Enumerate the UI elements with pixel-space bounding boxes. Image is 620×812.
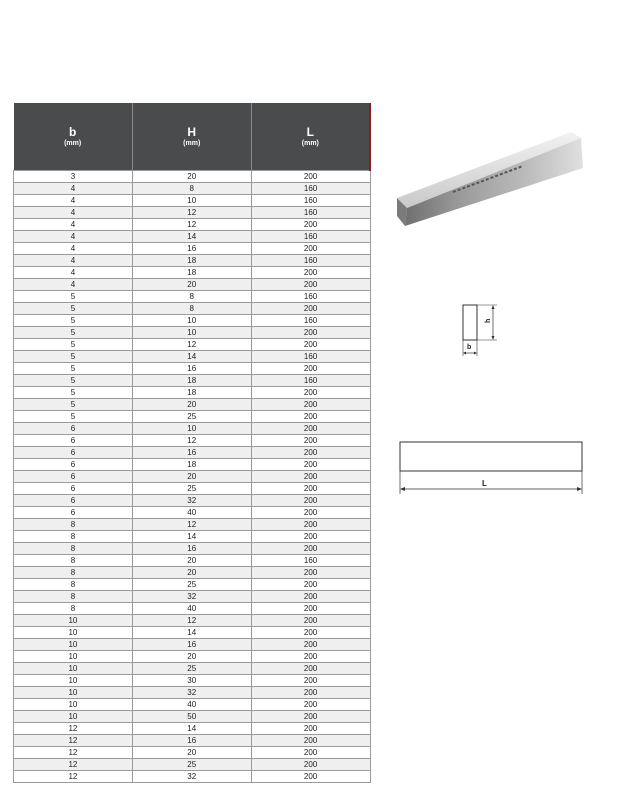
b-arrow-left [463, 352, 466, 355]
cell-l: 200 [251, 723, 370, 735]
header-b [14, 103, 133, 171]
cell-h: 8 [132, 183, 251, 195]
table-row [14, 315, 371, 327]
cell-h: 18 [132, 255, 251, 267]
cell-l: 200 [251, 483, 370, 495]
cell-h: 20 [132, 555, 251, 567]
table-row [14, 171, 371, 183]
header-l [251, 103, 370, 171]
cell-b: 12 [14, 747, 133, 759]
cell-b: 4 [14, 243, 133, 255]
table-row [14, 207, 371, 219]
h-label: h [485, 318, 492, 323]
cell-h: 18 [132, 459, 251, 471]
cell-l: 200 [251, 219, 370, 231]
cell-h: 12 [132, 519, 251, 531]
table-row [14, 747, 371, 759]
cell-l: 160 [251, 183, 370, 195]
table-row [14, 627, 371, 639]
table-row [14, 771, 371, 783]
dimensions-table-container [13, 103, 371, 783]
cell-l: 200 [251, 411, 370, 423]
cell-h: 8 [132, 303, 251, 315]
cell-l: 200 [251, 519, 370, 531]
cell-l: 200 [251, 387, 370, 399]
cell-h: 10 [132, 423, 251, 435]
cell-b: 5 [14, 339, 133, 351]
cell-h: 14 [132, 351, 251, 363]
cell-l: 200 [251, 339, 370, 351]
table-row [14, 555, 371, 567]
header-l-unit: (mm) [301, 139, 319, 147]
cell-l: 200 [251, 747, 370, 759]
cell-b: 10 [14, 615, 133, 627]
cell-b: 3 [14, 171, 133, 183]
table-row [14, 195, 371, 207]
dimensions-table [13, 103, 371, 783]
cell-h: 20 [132, 471, 251, 483]
table-row [14, 675, 371, 687]
b-arrow-right [474, 352, 477, 355]
cell-l: 200 [251, 627, 370, 639]
table-row [14, 735, 371, 747]
cell-l: 200 [251, 459, 370, 471]
toolbit-photo [393, 128, 593, 230]
cell-b: 10 [14, 711, 133, 723]
table-row [14, 483, 371, 495]
cell-b: 5 [14, 411, 133, 423]
cell-l: 200 [251, 615, 370, 627]
cell-b: 4 [14, 195, 133, 207]
cell-l: 200 [251, 711, 370, 723]
cell-l: 160 [251, 291, 370, 303]
table-row [14, 363, 371, 375]
table-row [14, 351, 371, 363]
table-row [14, 543, 371, 555]
cell-b: 5 [14, 327, 133, 339]
l-arrow-right [577, 487, 582, 491]
cell-l: 200 [251, 279, 370, 291]
cross-section-diagram [455, 298, 505, 360]
table-row [14, 375, 371, 387]
cell-h: 20 [132, 651, 251, 663]
table-row [14, 219, 371, 231]
table-row [14, 291, 371, 303]
cell-b: 4 [14, 207, 133, 219]
cell-b: 4 [14, 279, 133, 291]
table-row [14, 183, 371, 195]
table-header-row [14, 103, 371, 171]
table-row [14, 651, 371, 663]
table-row [14, 279, 371, 291]
table-row [14, 459, 371, 471]
table-row [14, 387, 371, 399]
cell-l: 200 [251, 687, 370, 699]
cell-b: 6 [14, 447, 133, 459]
table-row [14, 531, 371, 543]
cell-b: 8 [14, 519, 133, 531]
cell-l: 160 [251, 315, 370, 327]
cell-h: 25 [132, 579, 251, 591]
cell-h: 10 [132, 195, 251, 207]
cell-l: 200 [251, 699, 370, 711]
table-row [14, 243, 371, 255]
cell-b: 8 [14, 555, 133, 567]
cell-h: 16 [132, 447, 251, 459]
cell-h: 18 [132, 387, 251, 399]
cell-b: 5 [14, 315, 133, 327]
cell-h: 12 [132, 207, 251, 219]
cell-h: 16 [132, 243, 251, 255]
cell-b: 5 [14, 351, 133, 363]
cell-b: 12 [14, 759, 133, 771]
header-h-label: H [187, 124, 197, 139]
header-h-unit: (mm) [183, 139, 201, 147]
cell-h: 32 [132, 771, 251, 783]
cell-b: 8 [14, 591, 133, 603]
cell-l: 200 [251, 531, 370, 543]
cell-h: 16 [132, 639, 251, 651]
cell-l: 200 [251, 675, 370, 687]
l-label: L [482, 479, 487, 488]
cell-l: 160 [251, 195, 370, 207]
cell-h: 14 [132, 231, 251, 243]
header-l-label: L [306, 124, 314, 139]
cell-h: 14 [132, 627, 251, 639]
cell-h: 20 [132, 399, 251, 411]
cell-b: 5 [14, 375, 133, 387]
cell-h: 25 [132, 483, 251, 495]
cell-l: 200 [251, 663, 370, 675]
cell-h: 16 [132, 543, 251, 555]
cell-l: 200 [251, 771, 370, 783]
cell-b: 6 [14, 483, 133, 495]
side-view-diagram [396, 436, 588, 498]
cell-h: 20 [132, 279, 251, 291]
h-arrow-top [492, 305, 495, 309]
cell-b: 12 [14, 771, 133, 783]
cell-b: 12 [14, 723, 133, 735]
cell-l: 200 [251, 327, 370, 339]
table-row [14, 495, 371, 507]
cell-h: 12 [132, 615, 251, 627]
cell-l: 200 [251, 399, 370, 411]
cell-h: 32 [132, 591, 251, 603]
cross-section-rect [463, 305, 477, 340]
cell-h: 10 [132, 327, 251, 339]
header-b-label: b [68, 124, 77, 139]
cell-b: 5 [14, 303, 133, 315]
cell-h: 40 [132, 603, 251, 615]
cell-h: 12 [132, 435, 251, 447]
table-row [14, 699, 371, 711]
cell-l: 160 [251, 255, 370, 267]
cell-l: 200 [251, 735, 370, 747]
cell-l: 200 [251, 447, 370, 459]
cell-h: 16 [132, 735, 251, 747]
cell-h: 30 [132, 675, 251, 687]
table-row [14, 435, 371, 447]
cell-h: 25 [132, 411, 251, 423]
cell-h: 20 [132, 171, 251, 183]
cell-l: 200 [251, 603, 370, 615]
cell-b: 10 [14, 687, 133, 699]
table-row [14, 759, 371, 771]
table-row [14, 519, 371, 531]
cell-l: 200 [251, 171, 370, 183]
table-row [14, 339, 371, 351]
cell-h: 25 [132, 663, 251, 675]
cell-l: 200 [251, 495, 370, 507]
toolbit-front-face [405, 138, 583, 226]
cell-l: 200 [251, 639, 370, 651]
cell-h: 32 [132, 687, 251, 699]
l-arrow-left [400, 487, 405, 491]
table-row [14, 615, 371, 627]
cell-h: 10 [132, 315, 251, 327]
cell-b: 4 [14, 231, 133, 243]
cell-h: 14 [132, 531, 251, 543]
cell-b: 4 [14, 183, 133, 195]
cell-l: 160 [251, 207, 370, 219]
header-b-unit: (mm) [64, 139, 82, 147]
cell-h: 50 [132, 711, 251, 723]
cell-l: 200 [251, 543, 370, 555]
cell-h: 32 [132, 495, 251, 507]
table-row [14, 303, 371, 315]
table-row [14, 447, 371, 459]
cell-h: 20 [132, 747, 251, 759]
cell-b: 10 [14, 651, 133, 663]
cell-b: 6 [14, 435, 133, 447]
cell-l: 200 [251, 363, 370, 375]
table-row [14, 591, 371, 603]
h-arrow-bottom [492, 336, 495, 340]
cell-h: 40 [132, 699, 251, 711]
table-row [14, 639, 371, 651]
table-row [14, 663, 371, 675]
cell-l: 200 [251, 423, 370, 435]
cell-b: 8 [14, 543, 133, 555]
cell-b: 8 [14, 579, 133, 591]
table-row [14, 327, 371, 339]
table-row [14, 567, 371, 579]
cell-h: 18 [132, 375, 251, 387]
cell-b: 10 [14, 699, 133, 711]
table-body [14, 171, 371, 783]
table-row [14, 723, 371, 735]
side-view-rect [400, 442, 582, 471]
cell-l: 200 [251, 435, 370, 447]
table-row [14, 471, 371, 483]
cell-l: 200 [251, 303, 370, 315]
table-row [14, 399, 371, 411]
table-row [14, 255, 371, 267]
cell-b: 8 [14, 603, 133, 615]
table-row [14, 411, 371, 423]
cell-l: 200 [251, 243, 370, 255]
cell-l: 200 [251, 759, 370, 771]
cell-h: 12 [132, 219, 251, 231]
table-row [14, 603, 371, 615]
cell-l: 160 [251, 351, 370, 363]
cell-b: 8 [14, 531, 133, 543]
cell-b: 10 [14, 675, 133, 687]
cell-h: 25 [132, 759, 251, 771]
cell-b: 4 [14, 267, 133, 279]
table-row [14, 711, 371, 723]
cell-b: 10 [14, 639, 133, 651]
cell-l: 200 [251, 567, 370, 579]
header-h [132, 103, 251, 171]
cell-l: 200 [251, 267, 370, 279]
cell-l: 200 [251, 507, 370, 519]
cell-b: 8 [14, 567, 133, 579]
table-row [14, 231, 371, 243]
cell-b: 12 [14, 735, 133, 747]
cell-h: 18 [132, 267, 251, 279]
table-row [14, 687, 371, 699]
cell-b: 6 [14, 495, 133, 507]
cell-l: 200 [251, 651, 370, 663]
cell-b: 6 [14, 459, 133, 471]
cell-l: 200 [251, 471, 370, 483]
cell-l: 200 [251, 579, 370, 591]
cell-b: 6 [14, 423, 133, 435]
cell-h: 12 [132, 339, 251, 351]
b-label: b [467, 344, 472, 351]
table-row [14, 267, 371, 279]
cell-b: 4 [14, 219, 133, 231]
table-row [14, 579, 371, 591]
cell-h: 14 [132, 723, 251, 735]
cell-h: 40 [132, 507, 251, 519]
cell-b: 6 [14, 507, 133, 519]
cell-b: 4 [14, 255, 133, 267]
cell-b: 5 [14, 291, 133, 303]
cell-b: 5 [14, 387, 133, 399]
cell-l: 160 [251, 375, 370, 387]
cell-b: 10 [14, 663, 133, 675]
table-row [14, 423, 371, 435]
cell-b: 5 [14, 399, 133, 411]
cell-h: 16 [132, 363, 251, 375]
cell-b: 5 [14, 363, 133, 375]
cell-l: 160 [251, 231, 370, 243]
cell-b: 10 [14, 627, 133, 639]
table-row [14, 507, 371, 519]
cell-l: 160 [251, 555, 370, 567]
cell-b: 6 [14, 471, 133, 483]
cell-h: 20 [132, 567, 251, 579]
cell-l: 200 [251, 591, 370, 603]
cell-h: 8 [132, 291, 251, 303]
